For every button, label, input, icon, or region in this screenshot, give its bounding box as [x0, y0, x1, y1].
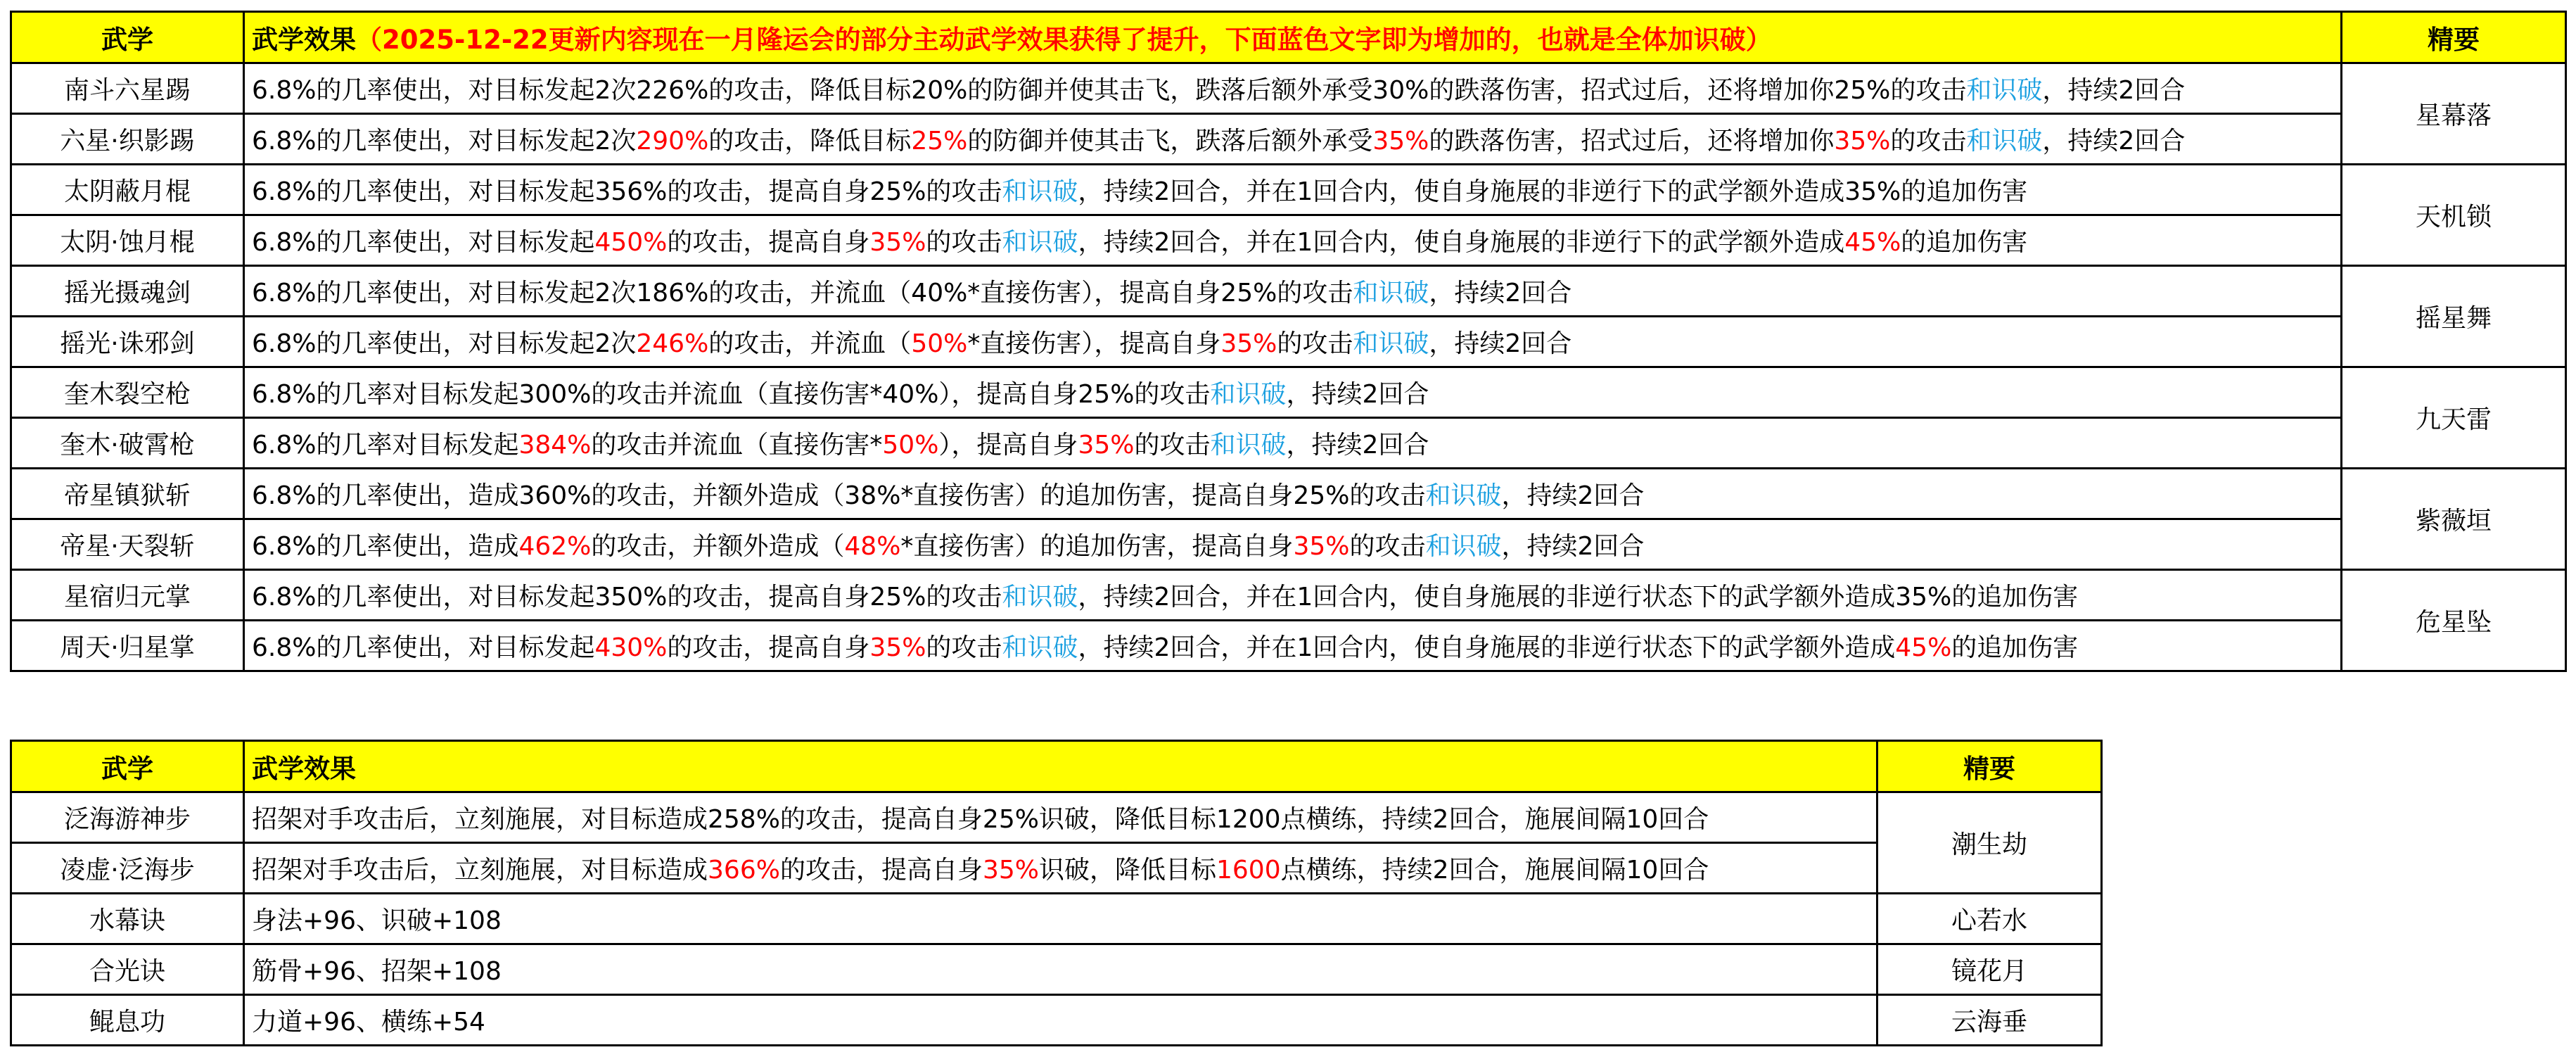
- effect-text: ），提高自身: [938, 431, 1078, 460]
- highlight-red: 35%: [869, 633, 926, 662]
- effect-text: 6.8%的几率使出，造成360%的攻击，并额外造成（38%*直接伤害）的追加伤害，提高自身25%的攻击: [252, 481, 1426, 510]
- highlight-blue: 和识破: [1210, 431, 1287, 460]
- effect-text: 的攻击，提高自身: [667, 228, 870, 257]
- skill-essence: 潮生劫: [1877, 792, 2102, 894]
- header-skill: 武学: [11, 741, 244, 792]
- effect-text: 6.8%的几率使出，对目标发起2次: [252, 127, 637, 156]
- highlight-blue: 和识破: [1425, 481, 1502, 510]
- effect-text: 身法+96、识破+108: [252, 906, 502, 935]
- effect-text: 招架对手攻击后，立刻施展，对目标造成258%的攻击，提高自身25%识破，降低目标1200点横练，持续2回合，施展间隔10回合: [252, 805, 1709, 834]
- effect-text: 的追加伤害: [1901, 228, 2028, 257]
- skill-name: 合光诀: [11, 944, 244, 995]
- effect-text: 的攻击，降低目标: [708, 127, 912, 156]
- skill-effect: [244, 843, 1877, 894]
- table-row: [11, 469, 2566, 519]
- skill-essence: 天机锁: [2342, 165, 2566, 266]
- effect-text: 的攻击，提高自身: [667, 633, 870, 662]
- skill-table-secondary: [10, 740, 2103, 1046]
- table-row: [11, 519, 2566, 570]
- skill-essence: 镜花月: [1877, 944, 2102, 995]
- highlight-blue: 和识破: [1002, 177, 1078, 206]
- skill-effect: [244, 469, 2342, 519]
- effect-text: *直接伤害）的追加伤害，提高自身: [900, 532, 1294, 561]
- effect-text: 的攻击: [1349, 532, 1426, 561]
- table-row: [11, 266, 2566, 317]
- table-row: [11, 621, 2566, 671]
- highlight-red: 50%: [911, 329, 968, 358]
- table-row: [11, 418, 2566, 469]
- skill-name: 摇光·诛邪剑: [11, 317, 244, 367]
- effect-text: 6.8%的几率对目标发起: [252, 431, 519, 460]
- skill-effect: [244, 570, 2342, 621]
- effect-text: 筋骨+96、招架+108: [252, 957, 502, 986]
- effect-text: 的攻击: [1134, 431, 1211, 460]
- effect-text: 的攻击，提高自身: [779, 856, 983, 885]
- table-header-row: [11, 741, 2102, 792]
- table-row: [11, 894, 2102, 944]
- highlight-red: 290%: [636, 127, 709, 156]
- effect-text: 点横练，持续2回合，施展间隔10回合: [1280, 856, 1709, 885]
- effect-text: 6.8%的几率使出，对目标发起2次186%的攻击，并流血（40%*直接伤害），提高自身25%的攻击: [252, 279, 1353, 308]
- highlight-blue: 和识破: [1002, 228, 1078, 257]
- effect-text: 的攻击并流血（直接伤害*: [591, 431, 883, 460]
- table-row: [11, 995, 2102, 1046]
- effect-text: 6.8%的几率对目标发起300%的攻击并流血（直接伤害*40%），提高自身25%的攻击: [252, 380, 1211, 409]
- header-essence: 精要: [1877, 741, 2102, 792]
- effect-text: ，持续2回合: [1501, 481, 1645, 510]
- skill-effect: [244, 165, 2342, 215]
- highlight-red: 35%: [869, 228, 926, 257]
- skill-name: 鲲息功: [11, 995, 244, 1046]
- effect-text: ，持续2回合: [1286, 431, 1429, 460]
- table-row: [11, 114, 2566, 165]
- skill-effect: [244, 792, 1877, 843]
- effect-text: 6.8%的几率使出，对目标发起356%的攻击，提高自身25%的攻击: [252, 177, 1002, 206]
- skill-name: 太阴蔽月棍: [11, 165, 244, 215]
- skill-name: 凌虚·泛海步: [11, 843, 244, 894]
- effect-text: 6.8%的几率使出，对目标发起2次226%的攻击，降低目标20%的防御并使其击飞，跌落后额外承受30%的跌落伤害，招式过后，还将增加你25%的攻击: [252, 76, 1967, 105]
- skill-name: 泛海游神步: [11, 792, 244, 843]
- highlight-red: 35%: [1293, 532, 1350, 561]
- highlight-red: 430%: [594, 633, 668, 662]
- header-update-note: （2025-12-22更新内容现在一月隆运会的部分主动武学效果获得了提升，下面蓝色文字即为增加的，也就是全体加识破）: [356, 25, 1772, 55]
- highlight-red: 35%: [982, 856, 1039, 885]
- skill-table-main: [10, 11, 2567, 672]
- effect-text: 6.8%的几率使出，对目标发起: [252, 228, 595, 257]
- table-row: [11, 944, 2102, 995]
- header-effect-label: 武学效果: [252, 25, 356, 55]
- skill-effect: [244, 215, 2342, 266]
- skill-essence: 九天雷: [2342, 367, 2566, 469]
- skill-name: 帝星·天裂斩: [11, 519, 244, 570]
- skill-effect: [244, 621, 2342, 671]
- skill-name: 水幕诀: [11, 894, 244, 944]
- highlight-red: 366%: [708, 856, 780, 885]
- highlight-blue: 和识破: [1210, 380, 1287, 409]
- skill-name: 帝星镇狱斩: [11, 469, 244, 519]
- highlight-red: 50%: [882, 431, 939, 460]
- highlight-blue: 和识破: [1353, 279, 1429, 308]
- effect-text: 力道+96、横练+54: [252, 1008, 485, 1037]
- skill-effect: [244, 894, 1877, 944]
- highlight-red: 1600: [1216, 856, 1281, 885]
- effect-text: 的攻击，并额外造成（: [591, 532, 845, 561]
- effect-text: 的攻击: [1890, 127, 1967, 156]
- effect-text: ，持续2回合，并在1回合内，使自身施展的非逆行状态下的武学额外造成35%的追加伤害: [1078, 583, 2079, 612]
- highlight-red: 48%: [844, 532, 901, 561]
- effect-text: 识破，降低目标: [1038, 856, 1216, 885]
- skill-name: 奎木裂空枪: [11, 367, 244, 418]
- skill-essence: 云海垂: [1877, 995, 2102, 1046]
- table-row: [11, 570, 2566, 621]
- skill-effect: [244, 367, 2342, 418]
- table-row: [11, 165, 2566, 215]
- table-row: [11, 317, 2566, 367]
- skill-essence: 心若水: [1877, 894, 2102, 944]
- highlight-red: 462%: [518, 532, 592, 561]
- effect-text: 的攻击: [926, 633, 1002, 662]
- skill-essence: 摇星舞: [2342, 266, 2566, 367]
- skill-effect: [244, 418, 2342, 469]
- header-effect: [244, 12, 2342, 63]
- skill-effect: [244, 114, 2342, 165]
- skill-name: 周天·归星掌: [11, 621, 244, 671]
- highlight-blue: 和识破: [1966, 76, 2043, 105]
- skill-effect: [244, 519, 2342, 570]
- table-row: [11, 63, 2566, 114]
- highlight-red: 35%: [1372, 127, 1429, 156]
- skill-effect: [244, 63, 2342, 114]
- effect-text: ，持续2回合，并在1回合内，使自身施展的非逆行下的武学额外造成35%的追加伤害: [1078, 177, 2028, 206]
- effect-text: ，持续2回合: [2042, 76, 2186, 105]
- highlight-red: 384%: [518, 431, 592, 460]
- header-effect: 武学效果: [244, 741, 1877, 792]
- highlight-red: 35%: [1834, 127, 1891, 156]
- skill-name: 太阴·蚀月棍: [11, 215, 244, 266]
- skill-name: 摇光摄魂剑: [11, 266, 244, 317]
- effect-text: 的追加伤害: [1951, 633, 2079, 662]
- highlight-blue: 和识破: [1002, 583, 1078, 612]
- effect-text: 的防御并使其击飞，跌落后额外承受: [967, 127, 1373, 156]
- highlight-red: 35%: [1078, 431, 1135, 460]
- effect-text: 6.8%的几率使出，造成: [252, 532, 519, 561]
- highlight-blue: 和识破: [1966, 127, 2043, 156]
- highlight-red: 25%: [911, 127, 968, 156]
- effect-text: ，持续2回合: [2042, 127, 2186, 156]
- highlight-red: 45%: [1844, 228, 1901, 257]
- effect-text: 招架对手攻击后，立刻施展，对目标造成: [252, 856, 708, 885]
- effect-text: ，持续2回合，并在1回合内，使自身施展的非逆行状态下的武学额外造成: [1078, 633, 1896, 662]
- table-row: [11, 367, 2566, 418]
- skill-effect: [244, 995, 1877, 1046]
- skill-effect: [244, 944, 1877, 995]
- effect-text: 6.8%的几率使出，对目标发起2次: [252, 329, 637, 358]
- highlight-blue: 和识破: [1425, 532, 1502, 561]
- skill-name: 南斗六星踢: [11, 63, 244, 114]
- highlight-red: 450%: [594, 228, 668, 257]
- effect-text: *直接伤害），提高自身: [967, 329, 1221, 358]
- header-essence: 精要: [2342, 12, 2566, 63]
- skill-effect: [244, 317, 2342, 367]
- highlight-blue: 和识破: [1002, 633, 1078, 662]
- effect-text: ，持续2回合: [1429, 279, 1572, 308]
- effect-text: ，持续2回合，并在1回合内，使自身施展的非逆行下的武学额外造成: [1078, 228, 1845, 257]
- effect-text: 的跌落伤害，招式过后，还将增加你: [1429, 127, 1835, 156]
- effect-text: ，持续2回合: [1286, 380, 1429, 409]
- table-row: [11, 843, 2102, 894]
- skill-name: 星宿归元掌: [11, 570, 244, 621]
- table-row: [11, 792, 2102, 843]
- highlight-red: 45%: [1895, 633, 1952, 662]
- highlight-red: 246%: [636, 329, 709, 358]
- table-row: [11, 215, 2566, 266]
- header-skill: 武学: [11, 12, 244, 63]
- effect-text: 的攻击: [926, 228, 1002, 257]
- effect-text: 的攻击，并流血（: [708, 329, 912, 358]
- skill-essence: 紫薇垣: [2342, 469, 2566, 570]
- skill-essence: 星幕落: [2342, 63, 2566, 165]
- effect-text: 6.8%的几率使出，对目标发起350%的攻击，提高自身25%的攻击: [252, 583, 1002, 612]
- skill-essence: 危星坠: [2342, 570, 2566, 671]
- table-header-row: [11, 12, 2566, 63]
- effect-text: ，持续2回合: [1429, 329, 1572, 358]
- skill-name: 六星·织影踢: [11, 114, 244, 165]
- highlight-red: 35%: [1220, 329, 1277, 358]
- skill-name: 奎木·破霄枪: [11, 418, 244, 469]
- effect-text: 6.8%的几率使出，对目标发起: [252, 633, 595, 662]
- effect-text: ，持续2回合: [1501, 532, 1645, 561]
- skill-effect: [244, 266, 2342, 317]
- highlight-blue: 和识破: [1353, 329, 1429, 358]
- effect-text: 的攻击: [1277, 329, 1353, 358]
